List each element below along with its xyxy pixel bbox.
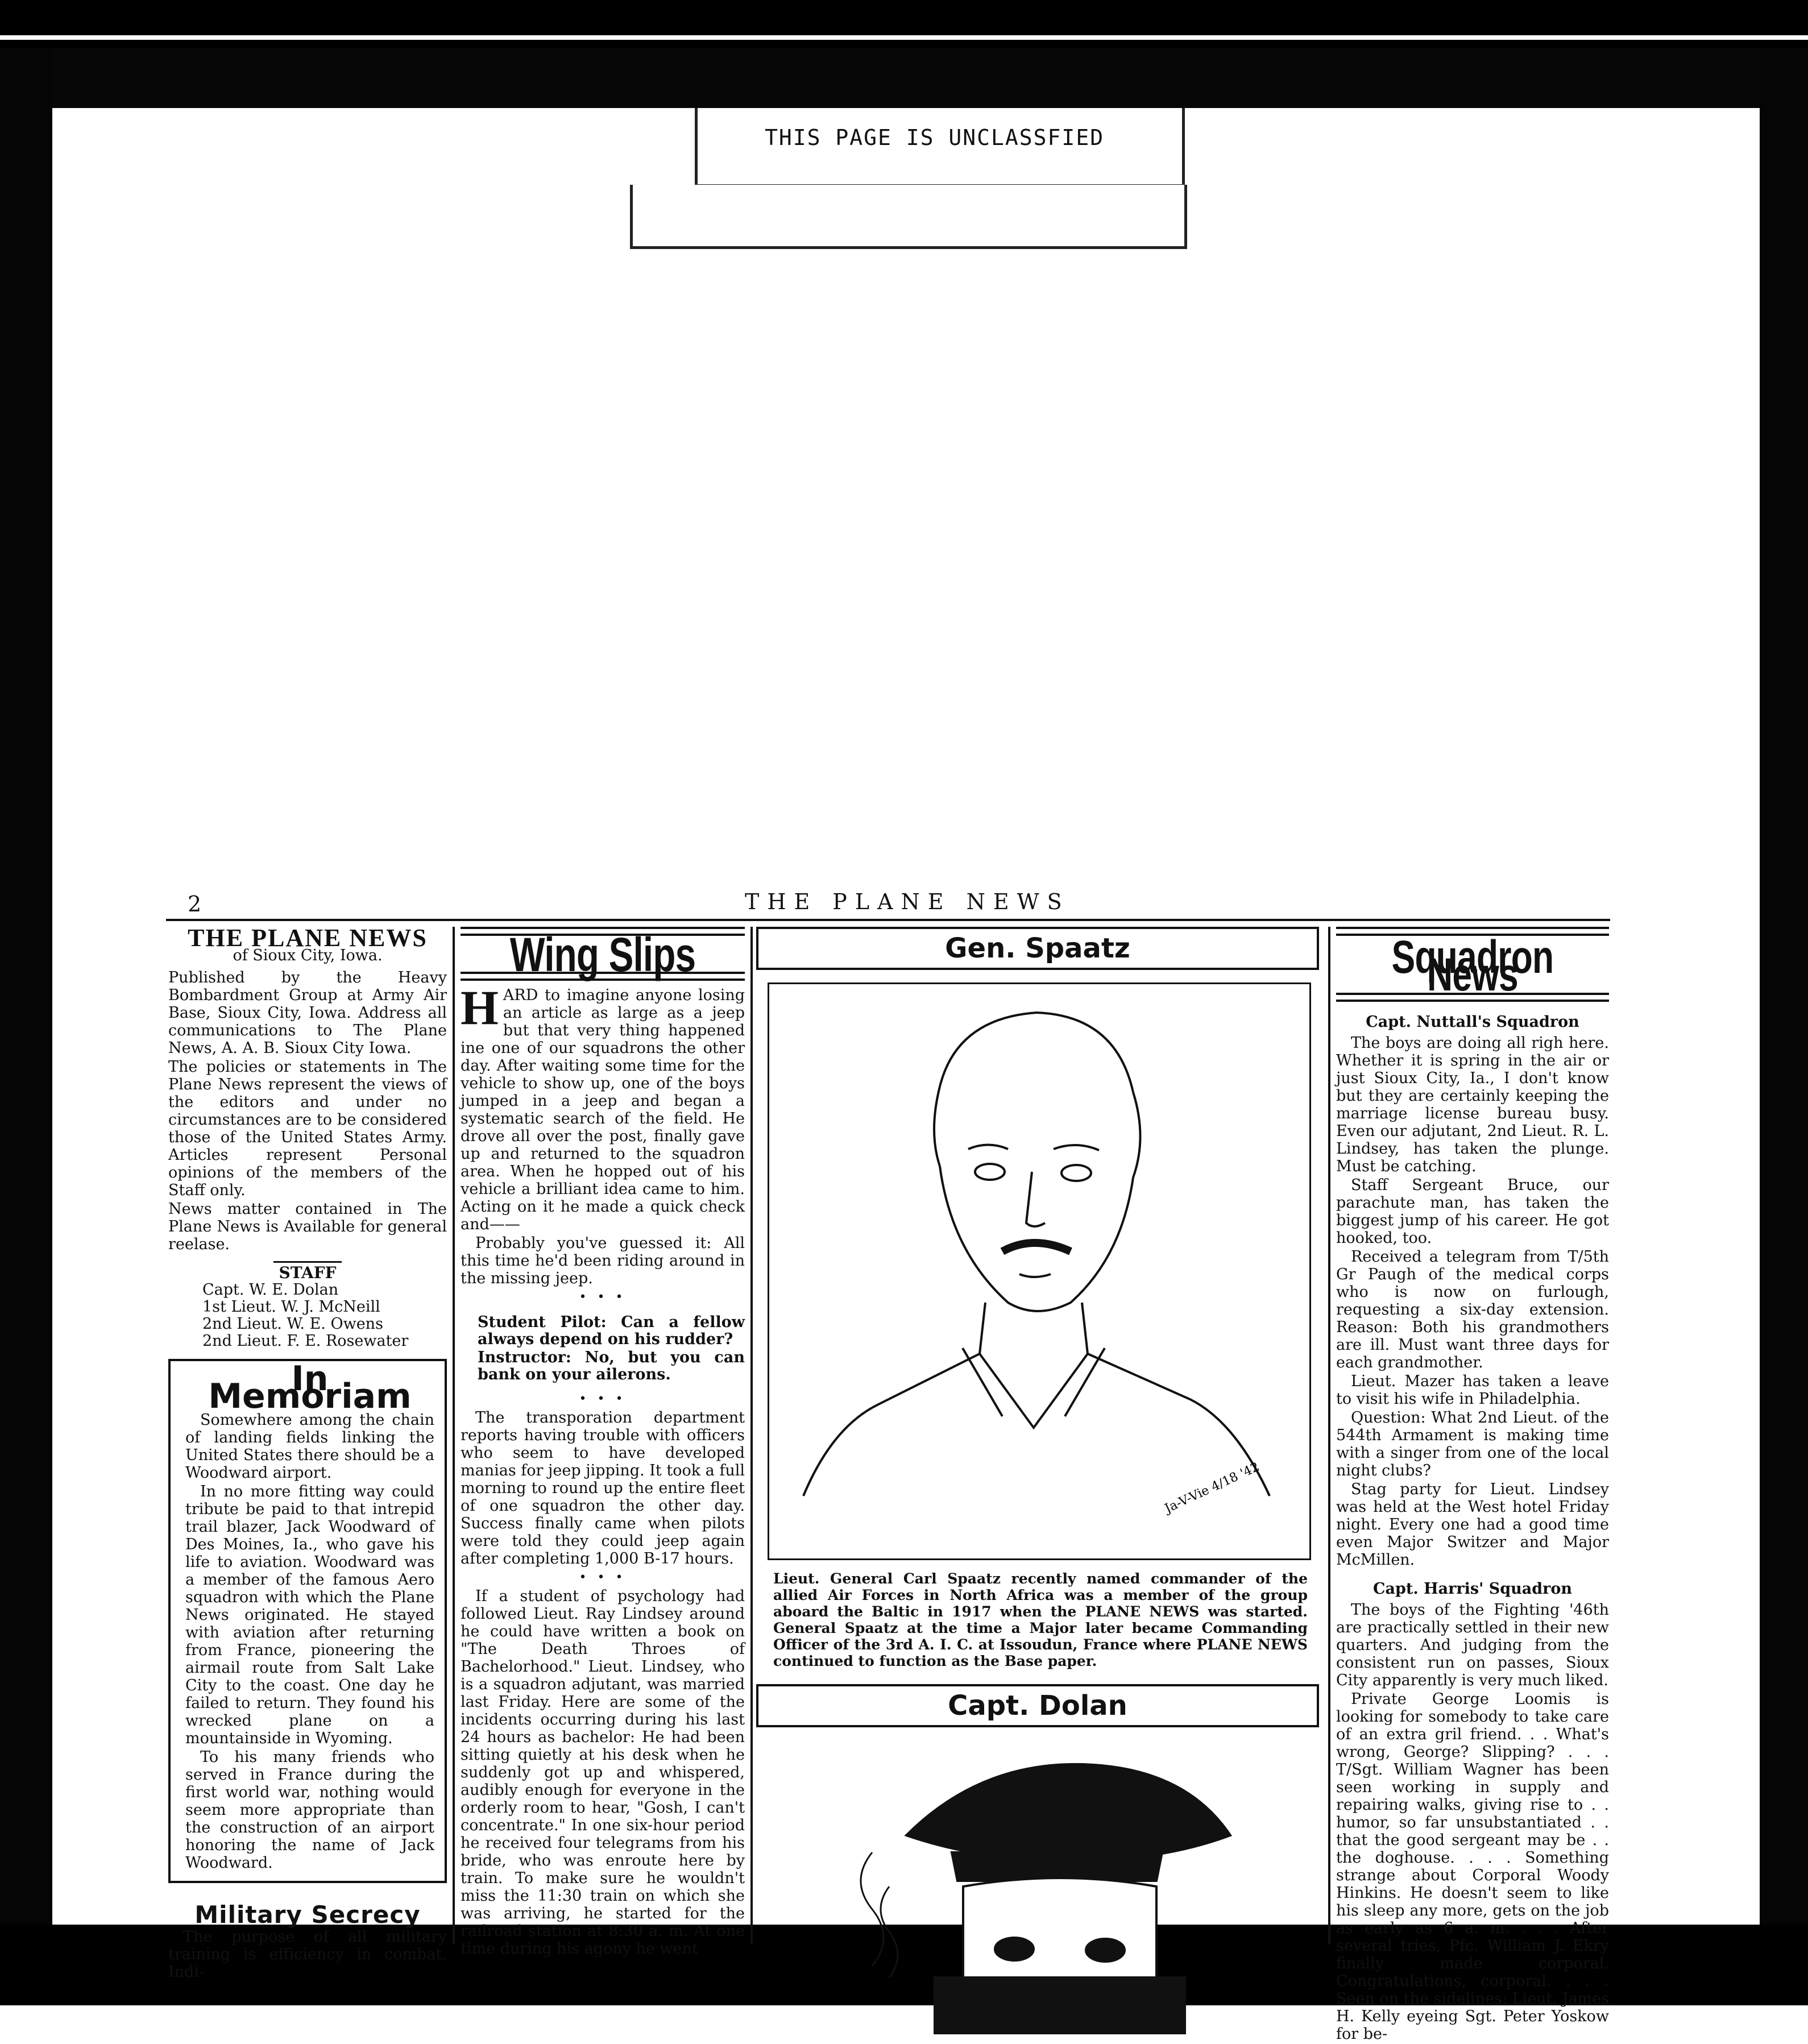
- scan-border-top-line: [0, 40, 1808, 48]
- running-masthead: THE PLANE NEWS: [745, 889, 1070, 914]
- column-rule-2: [750, 927, 753, 1945]
- secrecy-paragraph: The purpose of all military training is efficiency in combat. Indi-: [168, 1928, 447, 1981]
- column-wing-slips: [461, 927, 745, 1959]
- joke-question: Student Pilot: Can a fellow always depend on his rudder?: [478, 1313, 745, 1348]
- drop-cap: H: [461, 980, 499, 1035]
- scan-border-top: [0, 0, 1808, 35]
- staff-heading: STAFF: [273, 1261, 342, 1282]
- squadron-paragraph: Received a telegram from T/5th Gr Paugh of the medical corps who is now on furlough, requesting a six-day extension. Reason: Both his grandmothers are ill. Must want three days for each grandmother.: [1336, 1248, 1609, 1371]
- column-squadron-news: [1336, 927, 1609, 2044]
- squadron-paragraph: The boys of the Fighting '46th are practically settled in their new quarters. And judging from the consistent run on passes, Sioux City apparently is very much liked.: [1336, 1601, 1609, 1689]
- column-portraits: [756, 927, 1319, 2034]
- release-note: News matter contained in The Plane News is Available for general reelase.: [168, 1200, 447, 1253]
- squadron-paragraph: Staff Sergeant Bruce, our parachute man, has taken the biggest jump of his career. He got hooked, too.: [1336, 1176, 1609, 1247]
- staff-member: Capt. W. E. Dolan: [202, 1281, 339, 1299]
- publisher-note: Published by the Heavy Bombardment Group at Army Air Base, Sioux City, Iowa. Address all communications to The Plane News, A. A. B. Sioux City Iowa.: [168, 969, 447, 1057]
- classification-text: THIS PAGE IS UNCLASSFIED: [765, 125, 1105, 150]
- header-rule: [166, 919, 1610, 921]
- squadron-paragraph: Stag party for Lieut. Lindsey was held at the West hotel Friday night. Every one had a good time even Major Switzer and Major McMillen.: [1336, 1481, 1609, 1569]
- wing-slips-paragraph: Probably you've guessed it: All this time he'd been riding around in the missing jeep.: [461, 1234, 745, 1287]
- scan-frame-top: [52, 48, 1760, 108]
- wing-slips-paragraph: The transporation department reports having trouble with officers who seem to have developed manias for jeep jipping. It took a full morning to round up the entire fleet of one squadron the other day. Success finally came when pilots were told they could jeep again after completing 1,000 B-17 hours.: [461, 1409, 745, 1568]
- memoriam-paragraph: In no more fitting way could tribute be paid to that intrepid trail blazer, Jack Woodward of Des Moines, Ia., who gave his life to aviation. Woodward was a member of the famous Aero squadron with which the Plane News originated. He stayed with aviation after returning from France, pioneering the airmail route from Salt Lake City to the coast. One day he failed to return. They found his wrecked plane on a mountainside in Wyoming.: [185, 1483, 434, 1747]
- memoriam-title: In Memoriam: [208, 1359, 412, 1416]
- staff-member: 2nd Lieut. F. E. Rosewater: [202, 1332, 409, 1350]
- dolan-title: Capt. Dolan: [756, 1684, 1319, 1727]
- page-number: 2: [188, 892, 202, 917]
- memoriam-box: [168, 1359, 447, 1883]
- wing-slips-paragraph: ARD to imagine anyone losing an article as large as a jeep but that very thing happened ine one of our squadrons the other day. After waiting some time for the vehicle to show up, one of the boys jumped in a jeep and began a systematic search of the field. He drove all over the post, finally gave up and returned to the squadron area. When he hopped out of his vehicle a brilliant idea came to him. Acting on it he made a quick check and——: [461, 986, 745, 1233]
- policy-note: The policies or statements in The Plane News represent the views of the editors and under no circumstances are to be considered those of the United States Army. Articles represent Personal opinions of the members of the Staff only.: [168, 1058, 447, 1199]
- squadron-heading: Capt. Harris' Squadron: [1373, 1580, 1572, 1598]
- scan-frame-left: [0, 48, 52, 2005]
- wing-slips-title: Wing Slips: [509, 928, 696, 981]
- memoriam-paragraph: Somewhere among the chain of landing fields linking the United States there should be a Woodward airport.: [185, 1411, 434, 1482]
- column-rule-3: [1328, 927, 1330, 1945]
- classification-stamp-tab: [630, 185, 1187, 249]
- staff-member: 2nd Lieut. W. E. Owens: [202, 1315, 383, 1333]
- memoriam-paragraph: To his many friends who served in France during the first world war, nothing would seem more appropriate than the construction of an airport honoring the name of Jack Woodward.: [185, 1748, 434, 1872]
- scan-frame-right: [1760, 48, 1808, 2005]
- squadron-news-title: Squadron News: [1391, 931, 1554, 1001]
- squadron-heading: Capt. Nuttall's Squadron: [1366, 1013, 1579, 1031]
- paper-title: THE PLANE NEWS: [188, 924, 428, 952]
- dolan-portrait: [764, 1739, 1311, 2034]
- staff-member: 1st Lieut. W. J. McNeill: [202, 1298, 380, 1316]
- squadron-paragraph: The boys are doing all righ here. Whether it is spring in the air or just Sioux City, Ia., I don't know but they are certainly keeping the marriage license bureau busy. Even our adjutant, 2nd Lieut. R. L. Lindsey, has taken the plunge. Must be catching.: [1336, 1034, 1609, 1175]
- section-divider: • • •: [579, 1570, 627, 1585]
- squadron-paragraph: Private George Loomis is looking for somebody to take care of an extra gril friend. . . What's wrong, George? Slipping? . . . T/Sgt. William Wagner has been seen working in supply and repairing walks, giving rise to . . humor, so far unsubstantiated . . that the good sergeant may be . . the doghouse. . . . Something strange about Corporal Woody Hinkins. He doesn't seem to like his sleep any more, gets on the job as early as 6 a. m. . . . After several tries, Pfc. William J. Ekry finally made corporal. Congratulations, corporal. . . . Seen on the sidelines: Lieut. James H. Kelly eyeing Sgt. Peter Yoskow for be-: [1336, 1690, 1609, 2043]
- staff-list: [168, 1282, 447, 1350]
- paper-subtitle: of Sioux City, Iowa.: [233, 947, 383, 964]
- section-divider: • • •: [579, 1392, 627, 1406]
- column-masthead: [168, 924, 447, 1982]
- wing-slips-paragraph: If a student of psychology had followed Lieut. Ray Lindsey around he could have written a book on "The Death Throes of Bachelorhood." Lieut. Lindsey, who is a squadron adjutant, was married last Friday. Here are some of the incidents occurring during his last 24 hours as bachelor: He had been sitting quietly at his desk when he suddenly got up and whispered, audibly enough for everyone in the orderly room to hear, "Gosh, I can't concentrate." In one six-hour period he received four telegrams from his bride, who was enroute here by train. To make sure he wouldn't miss the 11:30 train on which she was arriving, he started for the railroad station at 8:30 a. m. At one time during his agony he went: [461, 1587, 745, 1958]
- spaatz-caption: Lieut. General Carl Spaatz recently named commander of the allied Air Forces in North Africa was a member of the group aboard the Baltic in 1917 when the PLANE NEWS was started. General Spaatz at the time a Major later became Commanding Officer of the 3rd A. I. C. at Issoudun, France where PLANE NEWS continued to function as the Base paper.: [773, 1570, 1308, 1669]
- secrecy-title: Military Secrecy: [194, 1901, 421, 1929]
- dolan-sketch-icon: [764, 1739, 1310, 2034]
- squadron-paragraph: Question: What 2nd Lieut. of the 544th Armament is making time with a singer from one of the local night clubs?: [1336, 1409, 1609, 1479]
- squadron-paragraph: Lieut. Mazer has taken a leave to visit his wife in Philadelphia.: [1336, 1373, 1609, 1408]
- joke-answer: Instructor: No, but you can bank on your ailerons.: [478, 1349, 745, 1383]
- column-rule-1: [453, 927, 455, 1945]
- spaatz-sketch-icon: [769, 984, 1309, 1555]
- section-divider: • • •: [579, 1290, 627, 1304]
- spaatz-title: Gen. Spaatz: [756, 927, 1319, 970]
- artist-signature: Ja-V-Vie 4/18 '42: [1162, 1460, 1262, 1516]
- spaatz-portrait: [768, 982, 1311, 1560]
